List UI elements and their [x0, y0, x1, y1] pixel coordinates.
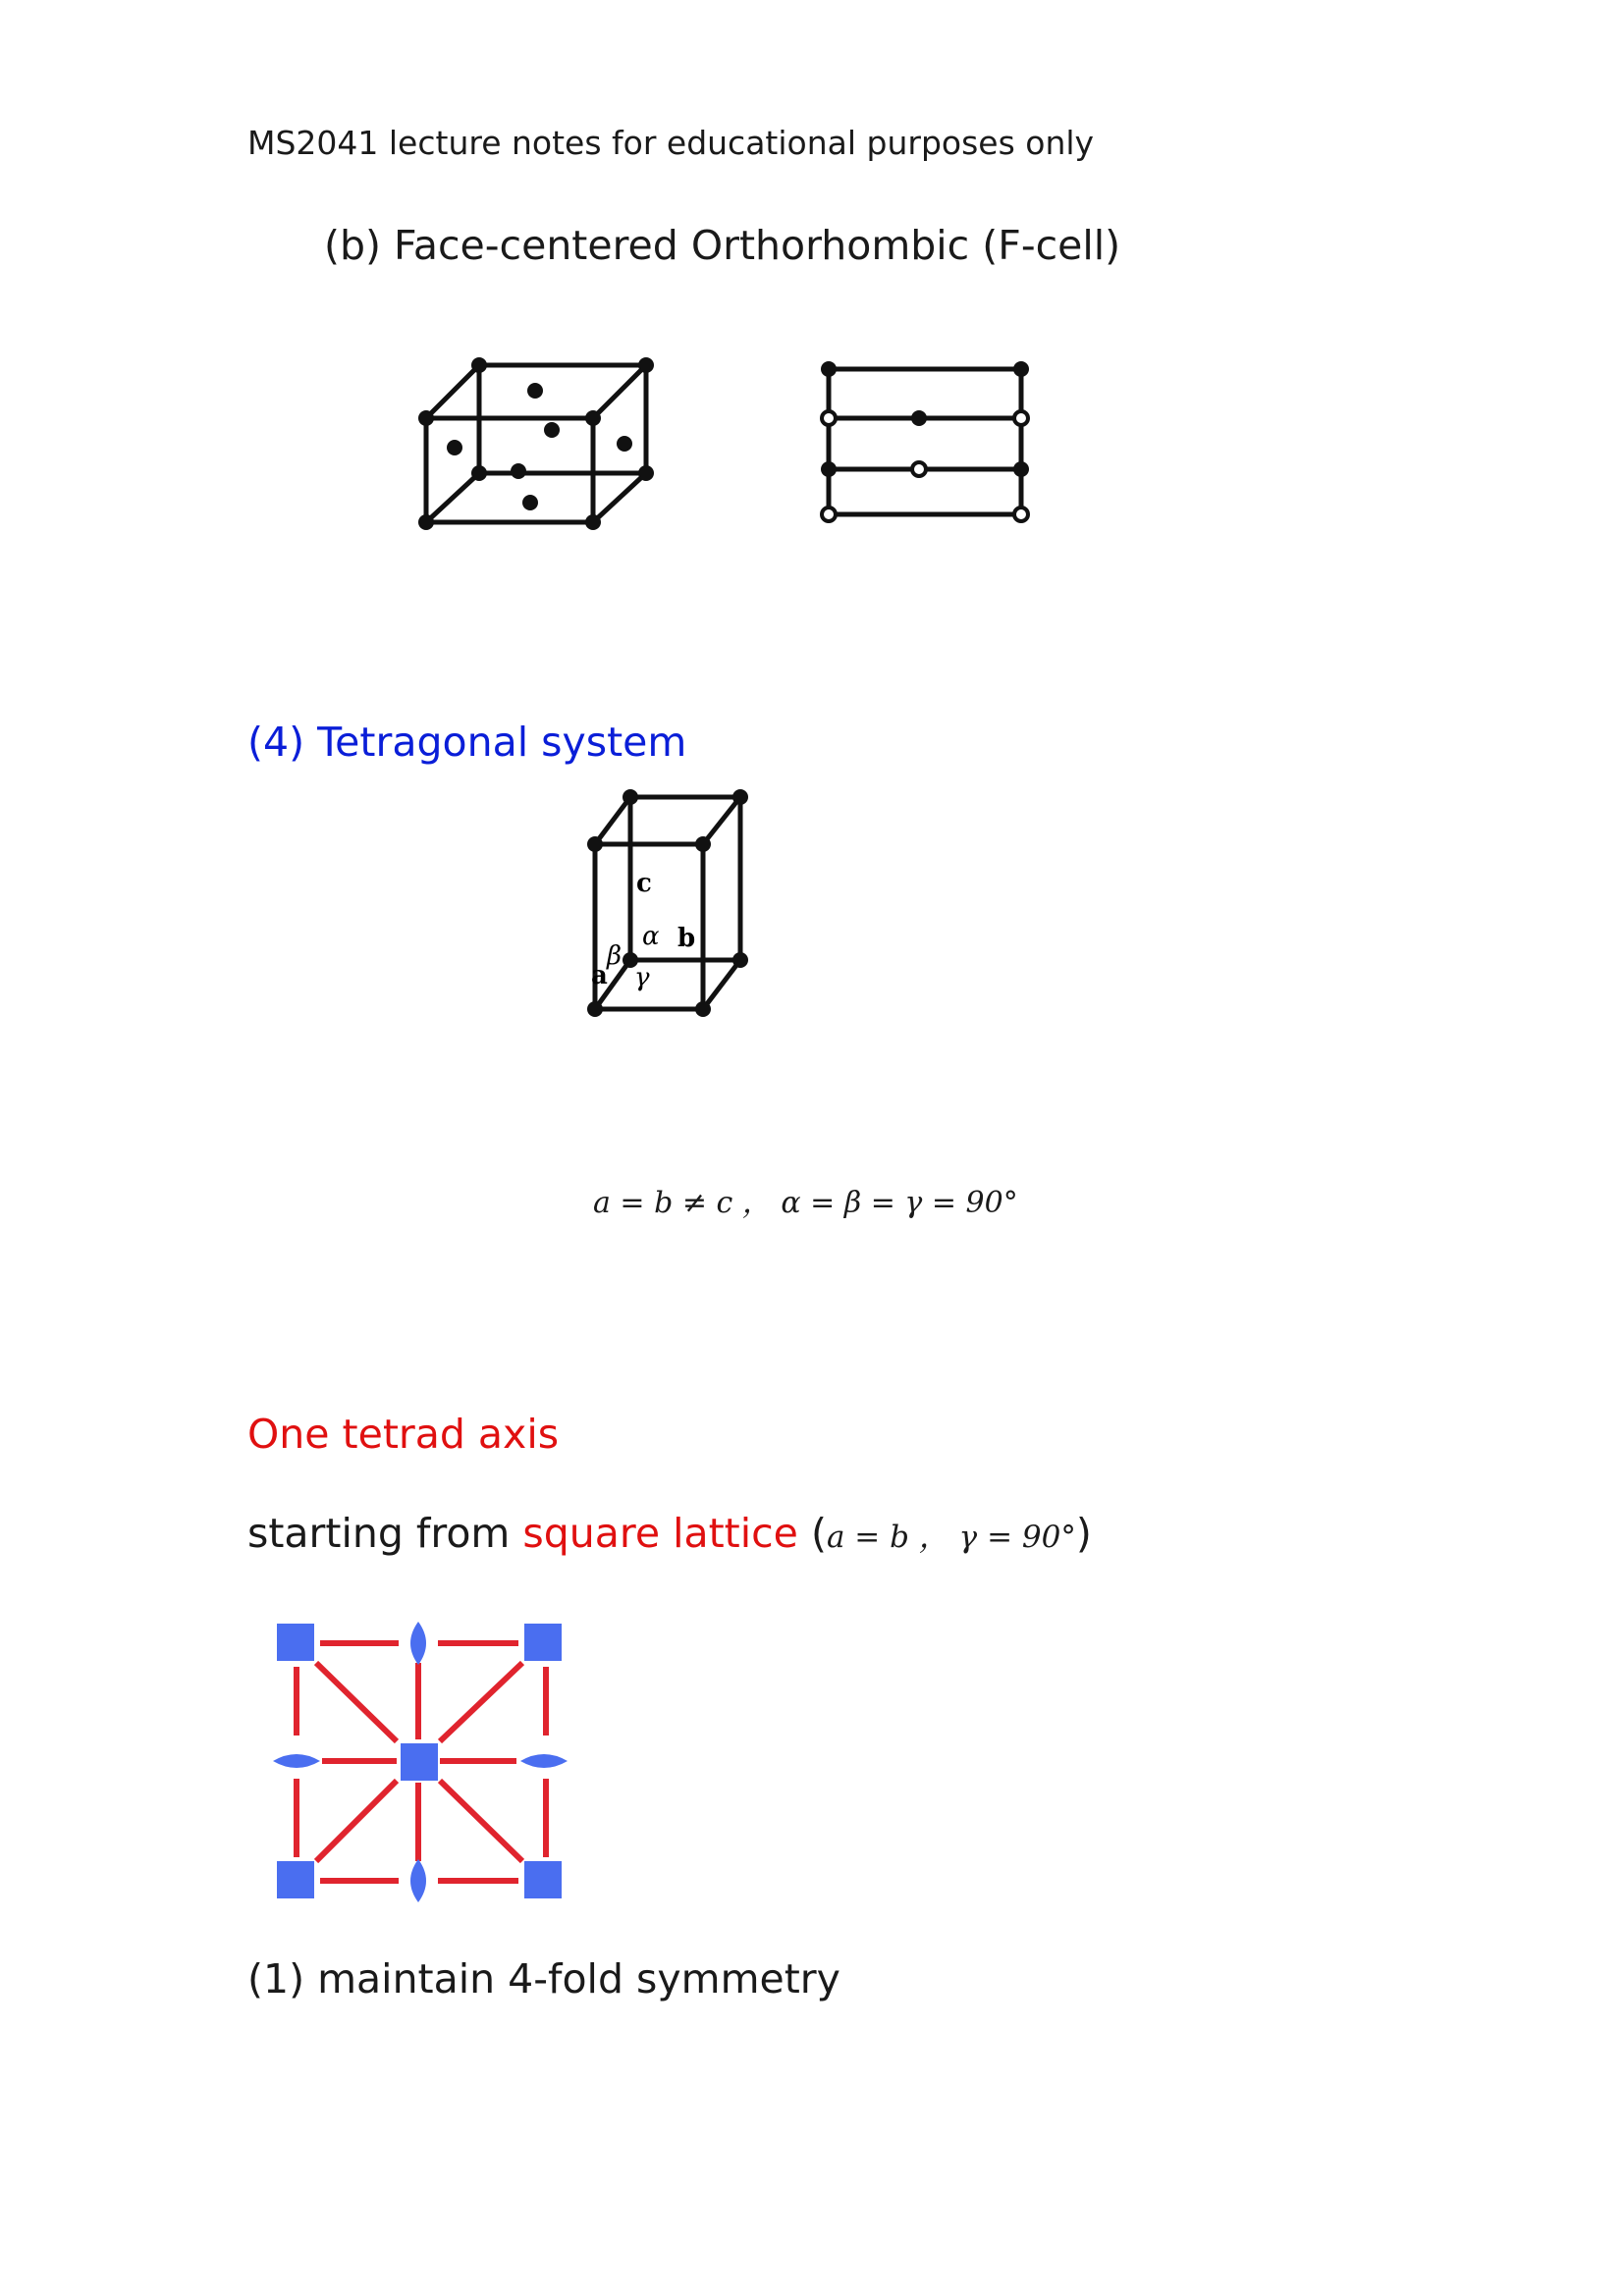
axis-label-a: a — [591, 961, 608, 990]
square-lattice-formula: a = b ， γ = 90° — [826, 1520, 1076, 1555]
angle-label-gamma: γ — [634, 963, 650, 992]
axis-label-b: b — [677, 924, 696, 953]
fcc-orthorhombic-cell-diagram — [412, 353, 668, 530]
maintain-symmetry-text: (1) maintain 4-fold symmetry — [247, 1955, 840, 2002]
tetrad-axis-title: One tetrad axis — [247, 1411, 560, 1458]
angle-label-beta: β — [607, 941, 623, 971]
tetragonal-system-title: (4) Tetragonal system — [247, 719, 687, 766]
square-lattice-text: square lattice — [522, 1510, 798, 1557]
starting-line — [247, 1510, 1092, 1557]
paren-close: ) — [1075, 1510, 1092, 1557]
tetragonal-cell-diagram — [581, 785, 758, 1021]
section-b-title: (b) Face-centered Orthorhombic (F-cell) — [324, 222, 1121, 269]
angle-label-alpha: α — [642, 922, 660, 951]
starting-prefix: starting from — [247, 1510, 523, 1557]
paren-open: ( — [810, 1510, 827, 1557]
page-header: MS2041 lecture notes for educational purposes only — [247, 124, 1095, 162]
axis-label-c: c — [636, 869, 652, 898]
tetragonal-formula: a = b ≠ c ， α = β = γ = 90° — [593, 1186, 1018, 1220]
square-lattice-symmetry-diagram — [265, 1610, 579, 1904]
fcc-projection-diagram — [815, 355, 1041, 532]
